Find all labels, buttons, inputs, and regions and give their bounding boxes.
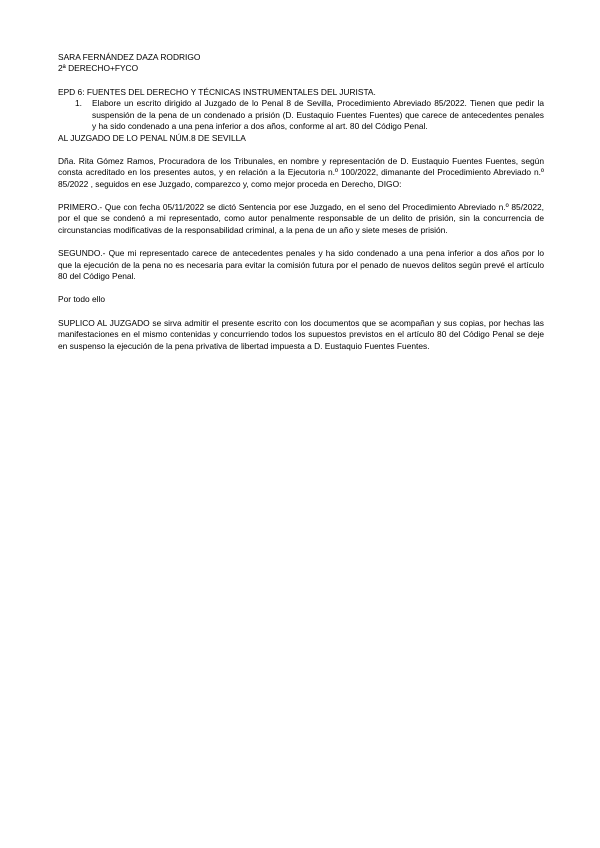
task-text: Elabore un escrito dirigido al Juzgado de lo Penal 8 de Sevilla, Procedimiento Abreviado 85/2022. Tienen que pedir la suspensión de la pena de un condenado a prisión (D. Eustaquio Fuentes Fuentes) que carece de antecedentes penales y ha sido condenado a una pena inferior a dos años, conforme al art. 80 del Código Penal. — [92, 98, 544, 132]
author-name: SARA FERNÁNDEZ DAZA RODRIGO — [58, 52, 201, 62]
closing-line: Por todo ello — [58, 294, 106, 305]
primero-paragraph: PRIMERO.- Que con fecha 05/11/2022 se dictó Sentencia por ese Juzgado, en el seno del Procedimiento Abreviado n.º 85/2022, por el que se condenó a mi representado, como autor penalmente responsable de un delito de prisión, sin la concurrencia de circunstancias modificativas de la responsabilidad criminal, a la pena de un año y siete meses de prisión. — [58, 201, 544, 236]
list-item — [58, 98, 544, 133]
intro-paragraph: Dña. Rita Gómez Ramos, Procuradora de los Tribunales, en nombre y representación de D. Eustaquio Fuentes Fuentes, según consta acreditado en los presentes autos, y en relación a la Ejecutoria n.º 100/2022, dimanante del Procedimiento Abreviado n.º 85/2022 , seguidos en ese Juzgado, comparezco y, como mejor proceda en Derecho, DIGO: — [58, 155, 544, 189]
exercise-title: EPD 6: FUENTES DEL DERECHO Y TÉCNICAS INSTRUMENTALES DEL JURISTA. — [58, 86, 376, 97]
suplico-paragraph: SUPLICO AL JUZGADO se sirva admitir el presente escrito con los documentos que se acompañan y sus copias, por hechas las manifestaciones en el mismo contenidas y concurriendo todos los supuestos previstos en el artículo 80 del Código Penal se deje en suspenso la ejecución de la pena privativa de libertad impuesta a D. Eustaquio Fuentes Fuentes. — [58, 317, 544, 351]
author-course: 2ª DERECHO+FYCO — [58, 63, 139, 74]
court-heading: AL JUZGADO DE LO PENAL NÚM.8 DE SEVILLA — [58, 132, 246, 143]
task-number: 1. — [75, 98, 82, 109]
segundo-paragraph: SEGUNDO.- Que mi representado carece de antecedentes penales y ha sido condenado a una pena inferior a dos años por lo que la ejecución de la pena no es necesaria para evitar la comisión futura por el penado de nuevos delitos según prevé el artículo 80 del Código Penal. — [58, 248, 544, 282]
document-page — [58, 52, 544, 352]
task-list — [58, 98, 544, 133]
